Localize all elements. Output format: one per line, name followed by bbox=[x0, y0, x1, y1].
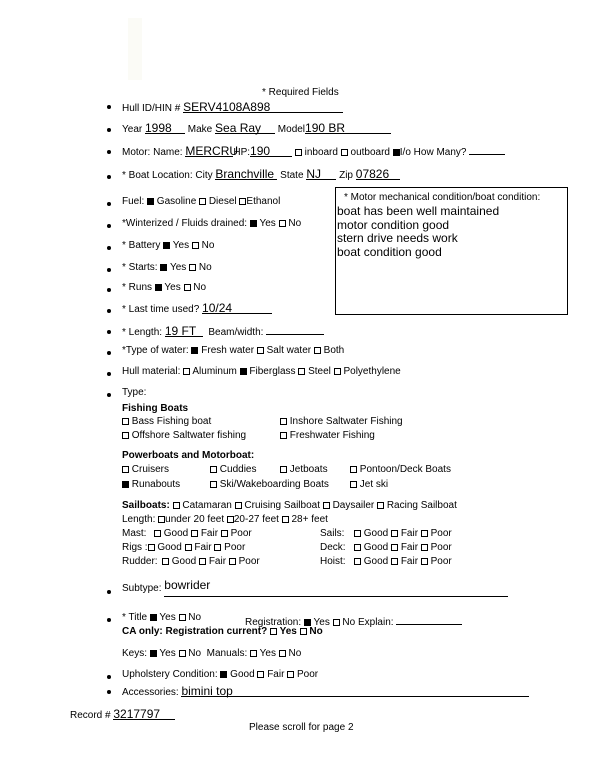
fair-label: Fair bbox=[194, 542, 212, 553]
fair-label: Fair bbox=[208, 556, 227, 567]
bass-label: Bass Fishing boat bbox=[131, 416, 212, 427]
cuddies-checkbox[interactable] bbox=[210, 466, 217, 473]
motor-name-field[interactable]: MERCRU bbox=[185, 144, 239, 158]
offshore-label: Offshore Saltwater fishing bbox=[131, 430, 247, 441]
bullet bbox=[107, 675, 111, 679]
poor-label: Poor bbox=[230, 528, 252, 539]
hoist-good-checkbox[interactable] bbox=[354, 558, 361, 565]
pontoon-label: Pontoon/Deck Boats bbox=[359, 464, 451, 475]
catamaran-checkbox[interactable] bbox=[173, 502, 180, 509]
registration-yes-checkbox[interactable] bbox=[304, 619, 311, 626]
zip-field[interactable]: 07826 bbox=[356, 167, 400, 180]
bullet bbox=[107, 690, 111, 694]
keys-yes-checkbox[interactable] bbox=[150, 650, 157, 657]
battery-no-label: No bbox=[201, 240, 215, 251]
subtype-field[interactable] bbox=[164, 578, 508, 597]
fair-label: Fair bbox=[400, 556, 419, 567]
bullet bbox=[107, 175, 111, 179]
bullet bbox=[107, 288, 111, 292]
condition-box[interactable] bbox=[335, 187, 568, 315]
condition-text bbox=[337, 205, 499, 259]
bullet bbox=[107, 150, 111, 154]
last-used-label: * Last time used? bbox=[122, 304, 200, 315]
registration-yes-label: Yes bbox=[313, 617, 330, 628]
bullet bbox=[107, 224, 111, 228]
cuddies-option[interactable] bbox=[210, 464, 256, 475]
manuals-yes-checkbox[interactable] bbox=[250, 650, 257, 657]
accessories-label: Accessories: bbox=[122, 687, 179, 698]
hoist-label: Hoist: bbox=[320, 556, 346, 567]
water-row bbox=[122, 345, 344, 356]
poor-label: Poor bbox=[430, 542, 452, 553]
mast-label: Mast: bbox=[122, 528, 147, 539]
mast-fair-checkbox[interactable] bbox=[191, 530, 198, 537]
state-field[interactable]: NJ bbox=[306, 167, 336, 180]
diesel-label: Diesel bbox=[208, 196, 237, 207]
hoist-fair-checkbox[interactable] bbox=[391, 558, 398, 565]
fishing-heading: Fishing Boats bbox=[122, 403, 189, 414]
fuel-row bbox=[122, 196, 280, 207]
upholstery-fair-label: Fair bbox=[267, 669, 285, 680]
sails-good-checkbox[interactable] bbox=[354, 530, 361, 537]
ski-checkbox[interactable] bbox=[210, 481, 217, 488]
pontoon-checkbox[interactable] bbox=[350, 466, 357, 473]
poor-label: Poor bbox=[430, 528, 452, 539]
model-label: Model bbox=[277, 124, 306, 135]
hp-label: HP: bbox=[233, 147, 251, 158]
make-label: Make bbox=[187, 124, 213, 135]
starts-no-checkbox[interactable] bbox=[189, 264, 196, 271]
ca-yes-checkbox[interactable] bbox=[270, 628, 277, 635]
poor-label: Poor bbox=[224, 542, 246, 553]
sails-row bbox=[320, 528, 452, 539]
accessories-row bbox=[122, 684, 529, 698]
condition-line: stern drive needs work bbox=[337, 231, 458, 245]
sail-length-row bbox=[122, 514, 328, 525]
ski-option[interactable] bbox=[210, 479, 329, 490]
condition-line: boat condition good bbox=[337, 244, 442, 259]
winterized-no-checkbox[interactable] bbox=[279, 220, 286, 227]
good-label: Good bbox=[157, 542, 182, 553]
zip-label: Zip bbox=[339, 170, 353, 181]
runs-label: * Runs bbox=[122, 282, 153, 293]
location-row bbox=[122, 167, 400, 181]
last-used-field[interactable]: 10/24 bbox=[202, 301, 272, 314]
rigs-label: Rigs : bbox=[122, 542, 148, 553]
hull-material-label: Hull material: bbox=[122, 366, 181, 377]
steel-checkbox[interactable] bbox=[298, 368, 305, 375]
subtype-row bbox=[122, 578, 508, 597]
sails-fair-checkbox[interactable] bbox=[391, 530, 398, 537]
sails-poor-checkbox[interactable] bbox=[421, 530, 428, 537]
how-many-field[interactable] bbox=[469, 142, 505, 155]
mast-poor-checkbox[interactable] bbox=[221, 530, 228, 537]
inboard-label: inboard bbox=[304, 147, 338, 158]
io-checkbox[interactable] bbox=[393, 149, 400, 156]
record-field[interactable]: 3217797 bbox=[113, 707, 175, 720]
jetboats-option[interactable] bbox=[280, 464, 328, 475]
title-no-checkbox[interactable] bbox=[179, 614, 186, 621]
scan-artifact bbox=[128, 18, 142, 80]
starts-label: * Starts: bbox=[122, 262, 158, 273]
poor-label: Poor bbox=[238, 556, 260, 567]
beam-field[interactable] bbox=[266, 322, 324, 335]
motor-name-label: Motor: Name: bbox=[122, 147, 183, 158]
sail-heading: Sailboats: bbox=[122, 500, 170, 511]
offshore-option[interactable] bbox=[122, 430, 246, 441]
subtype-label: Subtype: bbox=[122, 583, 162, 594]
year-field[interactable]: 1998 bbox=[145, 121, 185, 134]
rigs-row bbox=[122, 542, 245, 553]
condition-title: * Motor mechanical condition/boat condition: bbox=[344, 192, 541, 203]
city-field[interactable]: Branchville bbox=[215, 167, 277, 180]
battery-label: * Battery bbox=[122, 240, 161, 251]
winterized-no-label: No bbox=[288, 218, 302, 229]
manuals-no-checkbox[interactable] bbox=[279, 650, 286, 657]
battery-yes-checkbox[interactable] bbox=[163, 242, 170, 249]
mast-good-checkbox[interactable] bbox=[154, 530, 161, 537]
manuals-no-label: No bbox=[288, 648, 302, 659]
fair-label: Fair bbox=[400, 528, 419, 539]
r28-label: 28+ feet bbox=[291, 514, 328, 525]
subtype-value: bowrider bbox=[164, 578, 211, 592]
keys-row bbox=[122, 648, 301, 659]
model-field[interactable]: 190 BR bbox=[305, 121, 391, 134]
keys-no-label: No bbox=[188, 648, 202, 659]
upholstery-good-checkbox[interactable] bbox=[220, 671, 227, 678]
keys-label: Keys: bbox=[122, 648, 148, 659]
ski-label: Ski/Wakeboarding Boats bbox=[219, 479, 329, 490]
power-heading: Powerboats and Motorboat: bbox=[122, 450, 255, 461]
runs-yes-label: Yes bbox=[164, 282, 181, 293]
hull-id-label: Hull ID/HIN # bbox=[122, 103, 181, 114]
hp-field[interactable]: 190 bbox=[250, 144, 292, 157]
io-label: I/o How Many? bbox=[399, 147, 467, 158]
registration-no-label: No Explain: bbox=[342, 617, 394, 628]
accessories-field[interactable]: bimini top bbox=[181, 684, 529, 697]
catamaran-label: Catamaran bbox=[182, 500, 232, 511]
make-field[interactable]: Sea Ray bbox=[215, 121, 275, 134]
jetski-label: Jet ski bbox=[359, 479, 389, 490]
bullet bbox=[107, 393, 111, 397]
upholstery-poor-label: Poor bbox=[297, 669, 319, 680]
winterized-row bbox=[122, 218, 301, 229]
winterized-yes-label: Yes bbox=[259, 218, 276, 229]
daysailer-label: Daysailer bbox=[332, 500, 375, 511]
jetski-option[interactable] bbox=[350, 479, 388, 490]
jetski-checkbox[interactable] bbox=[350, 481, 357, 488]
length-field[interactable]: 19 FT bbox=[165, 324, 203, 337]
runabouts-checkbox[interactable] bbox=[122, 481, 129, 488]
fresh-water-checkbox[interactable] bbox=[191, 347, 198, 354]
rigs-good-checkbox[interactable] bbox=[148, 544, 155, 551]
year-make-model-row bbox=[122, 121, 391, 135]
rudder-poor-checkbox[interactable] bbox=[229, 558, 236, 565]
starts-yes-checkbox[interactable] bbox=[160, 264, 167, 271]
starts-row bbox=[122, 262, 212, 273]
bullet bbox=[107, 128, 111, 132]
title-yes-label: Yes bbox=[159, 612, 176, 623]
salt-water-label: Salt water bbox=[266, 345, 312, 356]
good-label: Good bbox=[363, 542, 389, 553]
rudder-row bbox=[122, 556, 260, 567]
sails-label: Sails: bbox=[320, 528, 345, 539]
battery-yes-label: Yes bbox=[172, 240, 190, 251]
manuals-label: Manuals: bbox=[206, 648, 248, 659]
gasoline-label: Gasoline bbox=[156, 196, 197, 207]
runs-row bbox=[122, 282, 206, 293]
upholstery-good-label: Good bbox=[230, 669, 255, 680]
fiberglass-label: Fiberglass bbox=[249, 366, 296, 377]
ca-yes-label: Yes bbox=[279, 626, 297, 637]
bullet bbox=[107, 202, 111, 206]
upholstery-label: Upholstery Condition: bbox=[122, 669, 218, 680]
aluminum-label: Aluminum bbox=[192, 366, 237, 377]
cuddies-label: Cuddies bbox=[219, 464, 257, 475]
inshore-option[interactable] bbox=[280, 416, 403, 427]
battery-no-checkbox[interactable] bbox=[192, 242, 199, 249]
steel-label: Steel bbox=[308, 366, 331, 377]
condition-line: motor condition good bbox=[337, 217, 450, 232]
freshwater-checkbox[interactable] bbox=[280, 432, 287, 439]
both-water-label: Both bbox=[323, 345, 345, 356]
offshore-checkbox[interactable] bbox=[122, 432, 129, 439]
aluminum-checkbox[interactable] bbox=[183, 368, 190, 375]
year-label: Year bbox=[122, 124, 143, 135]
upholstery-row bbox=[122, 669, 318, 680]
ethanol-label: Ethanol bbox=[246, 196, 281, 207]
runs-no-label: No bbox=[193, 282, 207, 293]
ca-no-checkbox[interactable] bbox=[300, 628, 307, 635]
good-label: Good bbox=[171, 556, 197, 567]
state-label: State bbox=[280, 170, 304, 181]
rudder-fair-checkbox[interactable] bbox=[199, 558, 206, 565]
bullet bbox=[107, 105, 111, 109]
rigs-poor-checkbox[interactable] bbox=[214, 544, 221, 551]
pontoon-option[interactable] bbox=[350, 464, 451, 475]
manuals-yes-label: Yes bbox=[259, 648, 276, 659]
water-label: *Type of water: bbox=[122, 345, 189, 356]
keys-no-checkbox[interactable] bbox=[179, 650, 186, 657]
good-label: Good bbox=[363, 556, 389, 567]
length-label: * Length: bbox=[122, 327, 163, 338]
freshwater-label: Freshwater Fishing bbox=[289, 430, 375, 441]
length-row bbox=[122, 322, 324, 338]
cruising-label: Cruising Sailboat bbox=[244, 500, 320, 511]
hull-id-row bbox=[122, 100, 343, 114]
good-label: Good bbox=[163, 528, 189, 539]
gasoline-checkbox[interactable] bbox=[147, 198, 154, 205]
starts-yes-label: Yes bbox=[169, 262, 187, 273]
inshore-checkbox[interactable] bbox=[280, 418, 287, 425]
hoist-poor-checkbox[interactable] bbox=[421, 558, 428, 565]
bullet bbox=[107, 590, 111, 594]
mast-row bbox=[122, 528, 252, 539]
ca-row bbox=[122, 626, 323, 637]
bullet bbox=[107, 330, 111, 334]
fiberglass-checkbox[interactable] bbox=[240, 368, 247, 375]
rudder-good-checkbox[interactable] bbox=[162, 558, 169, 565]
title-row bbox=[122, 612, 201, 623]
bullet bbox=[107, 309, 111, 313]
r20-27-checkbox[interactable] bbox=[227, 516, 234, 523]
upholstery-fair-checkbox[interactable] bbox=[257, 671, 264, 678]
bass-checkbox[interactable] bbox=[122, 418, 129, 425]
freshwater-option[interactable] bbox=[280, 430, 375, 441]
bullet bbox=[107, 351, 111, 355]
deck-poor-checkbox[interactable] bbox=[421, 544, 428, 551]
deck-label: Deck: bbox=[320, 542, 346, 553]
ca-no-label: No bbox=[309, 626, 323, 637]
daysailer-checkbox[interactable] bbox=[323, 502, 330, 509]
bullet bbox=[107, 246, 111, 250]
cruisers-checkbox[interactable] bbox=[122, 466, 129, 473]
registration-no-checkbox[interactable] bbox=[333, 619, 340, 626]
bullet bbox=[107, 618, 111, 622]
cruisers-option[interactable] bbox=[122, 464, 169, 475]
upholstery-poor-checkbox[interactable] bbox=[287, 671, 294, 678]
salt-water-checkbox[interactable] bbox=[257, 347, 264, 354]
record-label: Record # bbox=[70, 710, 111, 721]
registration-label: Registration: bbox=[245, 617, 302, 628]
title-yes-checkbox[interactable] bbox=[150, 614, 157, 621]
record-row bbox=[70, 707, 175, 721]
bullet bbox=[107, 268, 111, 272]
type-label: Type: bbox=[122, 387, 147, 398]
city-label: * Boat Location: City bbox=[122, 170, 213, 181]
inboard-checkbox[interactable] bbox=[295, 149, 302, 156]
ca-label: CA only: Registration current? bbox=[122, 626, 268, 637]
inshore-label: Inshore Saltwater Fishing bbox=[289, 416, 403, 427]
bass-option[interactable] bbox=[122, 416, 211, 427]
title-no-label: No bbox=[188, 612, 202, 623]
condition-line: boat has been well maintained bbox=[337, 204, 500, 218]
outboard-checkbox[interactable] bbox=[341, 149, 348, 156]
under20-label: under 20 feet bbox=[165, 514, 225, 525]
starts-no-label: No bbox=[198, 262, 212, 273]
deck-fair-checkbox[interactable] bbox=[391, 544, 398, 551]
required-fields-note: * Required Fields bbox=[262, 87, 339, 98]
runs-yes-checkbox[interactable] bbox=[155, 284, 162, 291]
poor-label: Poor bbox=[430, 556, 452, 567]
winterized-yes-checkbox[interactable] bbox=[250, 220, 257, 227]
hoist-row bbox=[320, 556, 452, 567]
jetboats-label: Jetboats bbox=[289, 464, 328, 475]
deck-good-checkbox[interactable] bbox=[354, 544, 361, 551]
sailboats-row bbox=[122, 500, 457, 511]
fuel-label: Fuel: bbox=[122, 196, 145, 207]
polyethylene-checkbox[interactable] bbox=[334, 368, 341, 375]
hull-id-field[interactable]: SERV4108A898 bbox=[183, 100, 343, 113]
cruisers-label: Cruisers bbox=[131, 464, 170, 475]
runabouts-option[interactable] bbox=[122, 479, 180, 490]
keys-yes-label: Yes bbox=[159, 648, 176, 659]
both-water-checkbox[interactable] bbox=[314, 347, 321, 354]
scroll-note: Please scroll for page 2 bbox=[249, 722, 354, 733]
deck-row bbox=[320, 542, 452, 553]
explain-field[interactable] bbox=[396, 612, 462, 625]
jetboats-checkbox[interactable] bbox=[280, 466, 287, 473]
fair-label: Fair bbox=[400, 542, 419, 553]
rigs-fair-checkbox[interactable] bbox=[185, 544, 192, 551]
hull-material-row bbox=[122, 366, 401, 377]
winterized-label: *Winterized / Fluids drained: bbox=[122, 218, 248, 229]
bullet bbox=[107, 372, 111, 376]
rudder-label: Rudder: bbox=[122, 556, 158, 567]
motor-row bbox=[122, 142, 505, 158]
title-label: * Title bbox=[122, 612, 148, 623]
cruising-checkbox[interactable] bbox=[235, 502, 242, 509]
last-used-row bbox=[122, 301, 272, 315]
fresh-water-label: Fresh water bbox=[201, 345, 255, 356]
r28-checkbox[interactable] bbox=[282, 516, 289, 523]
runs-no-checkbox[interactable] bbox=[184, 284, 191, 291]
fair-label: Fair bbox=[200, 528, 219, 539]
polyethylene-label: Polyethylene bbox=[343, 366, 401, 377]
diesel-checkbox[interactable] bbox=[199, 198, 206, 205]
good-label: Good bbox=[363, 528, 389, 539]
racing-label: Racing Sailboat bbox=[386, 500, 457, 511]
battery-row bbox=[122, 240, 214, 251]
sail-length-label: Length: bbox=[122, 514, 156, 525]
beam-label: Beam/width: bbox=[208, 327, 264, 338]
outboard-label: outboard bbox=[350, 147, 390, 158]
racing-checkbox[interactable] bbox=[377, 502, 384, 509]
runabouts-label: Runabouts bbox=[131, 479, 181, 490]
r20-27-label: 20-27 feet bbox=[233, 514, 279, 525]
